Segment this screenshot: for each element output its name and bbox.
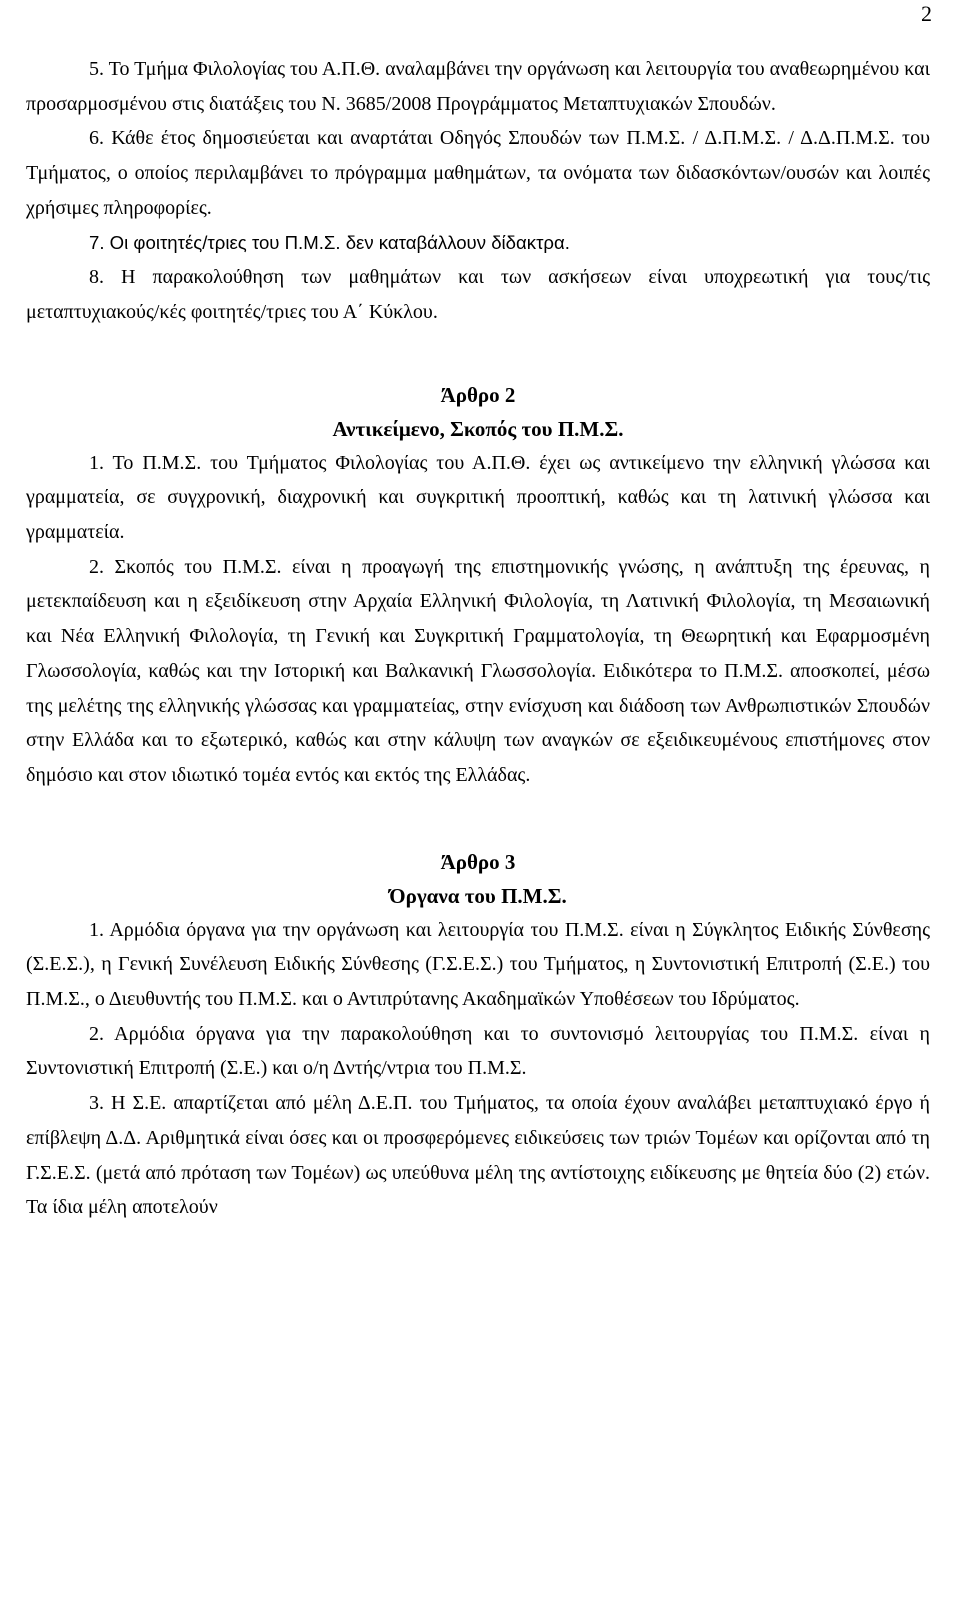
article-2-paragraph-2: 2. Σκοπός του Π.Μ.Σ. είναι η προαγωγή της επιστημονικής γνώσης, η ανάπτυξη της έρευνας, η μετεκπαίδευση και η εξειδίκευση στην Αρχαία Ελληνική Φιλολογία, τη Λατινική Φιλολογία, τη Μεσαιωνική και Νέα Ελληνική Φιλολογία, τη Γενική και Συγκριτική Γραμματολογία, τη Θεωρητική και Εφαρμοσμένη Γλωσσολογία, καθώς και την Ιστορική και Βαλκανική Γλωσσολογία. Ειδικότερα το Π.Μ.Σ. αποσκοπεί, μέσω της μελέτης της ελληνικής γλώσσας και γραμματείας, στην ενίσχυση και διάδοση των Ανθρωπιστικών Σπουδών στην Ελλάδα και το εξωτερικό, καθώς και στην κάλυψη των αναγκών σε εξειδικευμένους επιστήμονες στον δημόσιο και στον ιδιωτικό τομέα εντός και εκτός της Ελλάδας.	[26, 555, 930, 786]
section-paragraphs-5-8	[26, 0, 930, 330]
article-2	[26, 378, 930, 793]
article-3-paragraph-1: 1. Αρμόδια όργανα για την οργάνωση και λειτουργία του Π.Μ.Σ. είναι η Σύγκλητος Ειδικής Σύνθεσης (Σ.Ε.Σ.), η Γενική Συνέλευση Ειδικής Σύνθεσης (Γ.Σ.Ε.Σ.) του Τμήματος, η Συντονιστική Επιτροπή (Σ.Ε.) του Π.Μ.Σ., ο Διευθυντής του Π.Μ.Σ. και ο Αντιπρύτανης Ακαδημαϊκών Υποθέσεων του Ιδρύματος.	[26, 918, 930, 1011]
paragraph-5: 5. Το Τμήμα Φιλολογίας του Α.Π.Θ. αναλαμβάνει την οργάνωση και λειτουργία του αναθεωρημένου και προσαρμοσμένου στις διατάξεις του Ν. 3685/2008 Προγράμματος Μεταπτυχιακών Σπουδών.	[26, 58, 931, 115]
page-number: 2	[921, 1, 932, 26]
article-3	[26, 845, 930, 1225]
article-3-number: Άρθρο 3	[440, 849, 516, 874]
paragraph-7: 7. Οι φοιτητές/τριες του Π.Μ.Σ. δεν καταβάλλουν δίδακτρα.	[89, 231, 570, 253]
article-3-paragraph-3: 3. Η Σ.Ε. απαρτίζεται από μέλη Δ.Ε.Π. του Τμήματος, τα οποία έχουν αναλάβει μεταπτυχιακό έργο ή επίβλεψη Δ.Δ. Αριθμητικά είναι όσες και οι προσφερόμενες ειδικεύσεις των τριών Τομέων και ορίζονται από τη Γ.Σ.Ε.Σ. (μετά από πρόταση των Τομέων) ως υπεύθυνα μέλη της αντίστοιχης ειδίκευσης με θητεία δύο (2) ετών. Τα ίδια μέλη αποτελούν	[26, 1092, 930, 1219]
article-2-number: Άρθρο 2	[440, 382, 516, 407]
article-3-paragraph-2: 2. Αρμόδια όργανα για την παρακολούθηση και το συντονισμό λειτουργίας του Π.Μ.Σ. είναι η Συντονιστική Επιτροπή (Σ.Ε.) και ο/η Δντής/ντρια του Π.Μ.Σ.	[26, 1022, 930, 1080]
article-3-title: Όργανα του Π.Μ.Σ.	[389, 883, 567, 908]
article-2-title: Αντικείμενο, Σκοπός του Π.Μ.Σ.	[332, 416, 624, 441]
paragraph-6: 6. Κάθε έτος δημοσιεύεται και αναρτάται Οδηγός Σπουδών των Π.Μ.Σ. / Δ.Π.Μ.Σ. / Δ.Δ.Π.Μ.Σ. του Τμήματος, ο οποίος περιλαμβάνει το πρόγραμμα μαθημάτων, τα ονόματα των διδασκόντων/ουσών και λοιπές χρήσιμες πληροφορίες.	[26, 127, 930, 219]
paragraph-8: 8. Η παρακολούθηση των μαθημάτων και των ασκήσεων είναι υποχρεωτική για τους/τις μεταπτυχιακούς/κές φοιτητές/τριες του Α΄ Κύκλου.	[26, 266, 930, 323]
article-2-paragraph-1: 1. Το Π.Μ.Σ. του Τμήματος Φιλολογίας του Α.Π.Θ. έχει ως αντικείμενο την ελληνική γλώσσα και γραμματεία, σε συγχρονική, διαχρονική και συγκριτική προοπτική, καθώς και τη λατινική γλώσσα και γραμματεία.	[26, 451, 930, 544]
